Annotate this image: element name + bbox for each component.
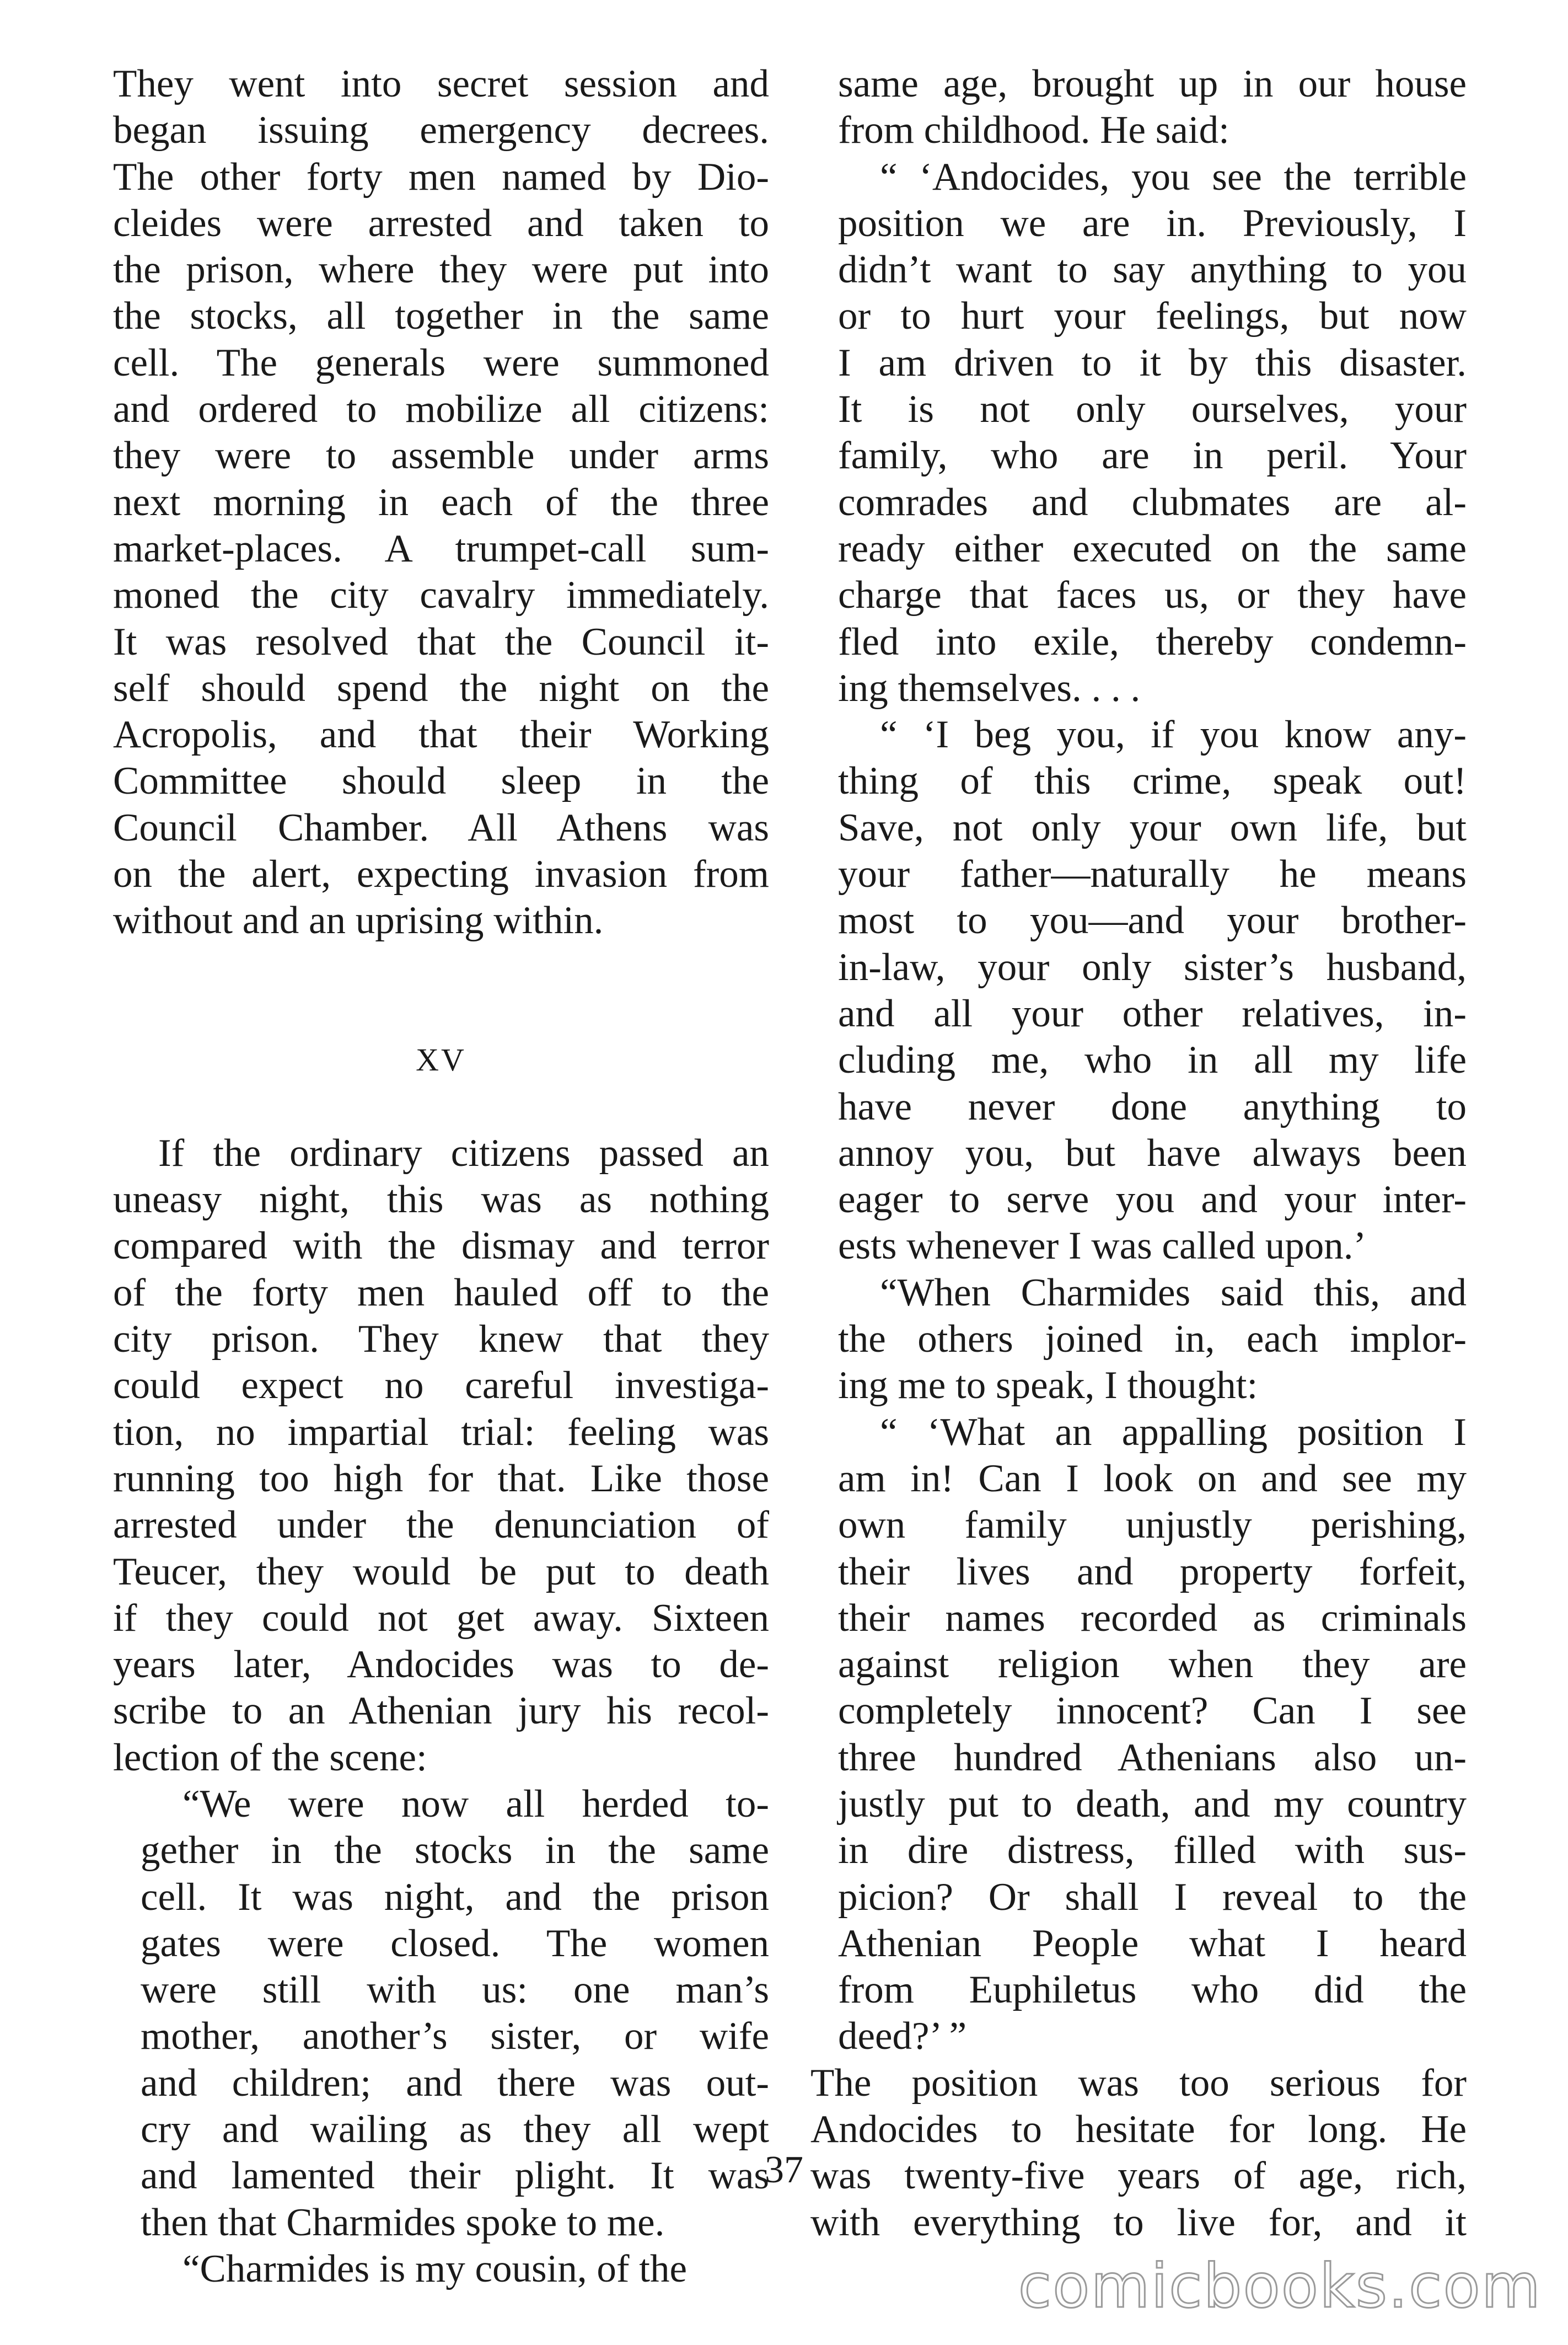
text-line: charge that faces us, or they have	[838, 574, 1467, 617]
text-line: began issuing emergency decrees.	[113, 109, 769, 152]
text-line: “Charmides is my cousin, of the	[182, 2247, 687, 2290]
text-line: It was resolved that the Council it-	[113, 620, 769, 663]
text-line: “ ‘I beg you, if you know any-	[880, 713, 1467, 757]
text-line: of the forty men hauled off to the	[113, 1271, 769, 1314]
text-line: The position was too serious for	[810, 2061, 1467, 2105]
text-line: the stocks, all together in the same	[113, 295, 769, 338]
text-line: cry and wailing as they all wept	[141, 2108, 769, 2151]
text-line: their lives and property forfeit,	[838, 1550, 1467, 1593]
block-quote	[810, 61, 1467, 2060]
text-line: in dire distress, filled with sus-	[838, 1829, 1467, 1872]
text-line: I am driven to it by this disaster.	[838, 341, 1467, 384]
text-line: Save, not only your own life, but	[838, 806, 1467, 849]
text-line: own family unjustly perishing,	[838, 1503, 1467, 1547]
text-line: then that Charmides spoke to me.	[141, 2201, 665, 2244]
text-line: and all your other relatives, in-	[838, 992, 1467, 1035]
text-line: Committee should sleep in the	[113, 759, 769, 803]
text-line: cell. The generals were summoned	[113, 341, 769, 384]
text-line: “ ‘What an appalling position I	[880, 1410, 1467, 1454]
text-line: ing me to speak, I thought:	[838, 1364, 1258, 1407]
text-line: from childhood. He said:	[838, 109, 1229, 152]
text-line: city prison. They knew that they	[113, 1318, 769, 1361]
text-line: family, who are in peril. Your	[838, 434, 1467, 478]
text-line: moned the city cavalry immediately.	[113, 574, 769, 617]
text-line: Athenian People what I heard	[838, 1921, 1467, 1965]
text-line: uneasy night, this was as nothing	[113, 1178, 769, 1222]
text-line: and lamented their plight. It was	[141, 2154, 769, 2198]
text-line: cluding me, who in all my life	[838, 1038, 1467, 1082]
text-line: same age, brought up in our house	[838, 62, 1467, 105]
text-line: gates were closed. The women	[141, 1921, 769, 1965]
text-line: ing themselves. . . .	[838, 666, 1141, 710]
text-line: scribe to an Athenian jury his recol-	[113, 1689, 769, 1733]
text-line: running too high for that. Like those	[113, 1457, 769, 1500]
text-line: without and an uprising within.	[113, 899, 604, 943]
text-line: It is not only ourselves, your	[838, 388, 1467, 431]
text-line: position we are in. Previously, I	[838, 201, 1467, 245]
text-line: most to you—and your brother-	[838, 899, 1467, 943]
watermark-logo: comicbooks.com	[1018, 2251, 1542, 2321]
text-line: could expect no careful investiga-	[113, 1364, 769, 1407]
left-column	[113, 61, 769, 2292]
text-line: three hundred Athenians also un-	[838, 1736, 1467, 1779]
text-line: thing of this crime, speak out!	[838, 759, 1467, 803]
text-line: “ ‘Andocides, you see the terrible	[880, 155, 1467, 199]
text-line: have never done anything to	[838, 1085, 1467, 1128]
text-line: am in! Can I look on and see my	[838, 1457, 1467, 1500]
text-line: The other forty men named by Dio-	[113, 155, 769, 199]
paragraph	[113, 61, 769, 944]
text-line: justly put to death, and my country	[838, 1782, 1467, 1825]
text-line: against religion when they are	[838, 1643, 1467, 1687]
text-line: from Euphiletus who did the	[838, 1968, 1467, 2012]
text-line: and ordered to mobilize all citizens:	[113, 388, 769, 431]
text-line: If the ordinary citizens passed an	[158, 1131, 769, 1175]
text-line: lection of the scene:	[113, 1736, 427, 1779]
text-line: cleides were arrested and taken to	[113, 201, 769, 245]
text-line: Council Chamber. All Athens was	[113, 806, 769, 849]
text-line: arrested under the denunciation of	[113, 1503, 769, 1547]
text-line: ready either executed on the same	[838, 527, 1467, 570]
text-line: years later, Andocides was to de-	[113, 1643, 769, 1687]
text-line: eager to serve you and your inter-	[838, 1178, 1467, 1222]
text-line: annoy you, but have always been	[838, 1131, 1467, 1175]
text-line: “We were now all herded to-	[182, 1782, 769, 1825]
page-number: 37	[765, 2149, 803, 2191]
text-line: market-places. A trumpet-call sum-	[113, 527, 769, 570]
text-line: mother, another’s sister, or wife	[141, 2015, 769, 2058]
text-line: on the alert, expecting invasion from	[113, 853, 769, 896]
text-line: deed?’ ”	[838, 2015, 967, 2058]
text-line: didn’t want to say anything to you	[838, 248, 1467, 292]
text-line: with everything to live for, and it	[810, 2201, 1467, 2244]
text-line: tion, no impartial trial: feeling was	[113, 1410, 769, 1454]
text-line: ests whenever I was called upon.’	[838, 1224, 1367, 1268]
text-line: your father—naturally he means	[838, 853, 1467, 896]
text-line: They went into secret session and	[113, 62, 769, 105]
text-line: or to hurt your feelings, but now	[838, 295, 1467, 338]
text-line: self should spend the night on the	[113, 666, 769, 710]
right-column	[810, 61, 1467, 2246]
text-line: completely innocent? Can I see	[838, 1689, 1467, 1733]
text-line: comrades and clubmates are al-	[838, 480, 1467, 524]
text-line: picion? Or shall I reveal to the	[838, 1875, 1467, 1919]
text-line: Andocides to hesitate for long. He	[810, 2108, 1467, 2151]
block-quote	[113, 1781, 769, 2292]
text-line: the others joined in, each implor-	[838, 1318, 1467, 1361]
text-line: and children; and there was out-	[141, 2061, 769, 2105]
section-heading: XV	[416, 1042, 466, 1078]
text-line: their names recorded as criminals	[838, 1596, 1467, 1640]
text-line: in-law, your only sister’s husband,	[838, 945, 1467, 989]
paragraph	[113, 1130, 769, 1781]
text-line: if they could not get away. Sixteen	[113, 1596, 769, 1640]
text-line: fled into exile, thereby condemn-	[838, 620, 1467, 663]
text-line: Acropolis, and that their Working	[113, 713, 769, 757]
text-line: compared with the dismay and terror	[113, 1224, 769, 1268]
text-line: were still with us: one man’s	[141, 1968, 769, 2012]
text-line: cell. It was night, and the prison	[141, 1875, 769, 1919]
text-line: the prison, where they were put into	[113, 248, 769, 292]
text-line: gether in the stocks in the same	[141, 1829, 769, 1872]
text-line: Teucer, they would be put to death	[113, 1550, 769, 1593]
text-line: “When Charmides said this, and	[880, 1271, 1467, 1314]
text-line: they were to assemble under arms	[113, 434, 769, 478]
text-line: was twenty-five years of age, rich,	[810, 2154, 1467, 2198]
text-line: next morning in each of the three	[113, 480, 769, 524]
